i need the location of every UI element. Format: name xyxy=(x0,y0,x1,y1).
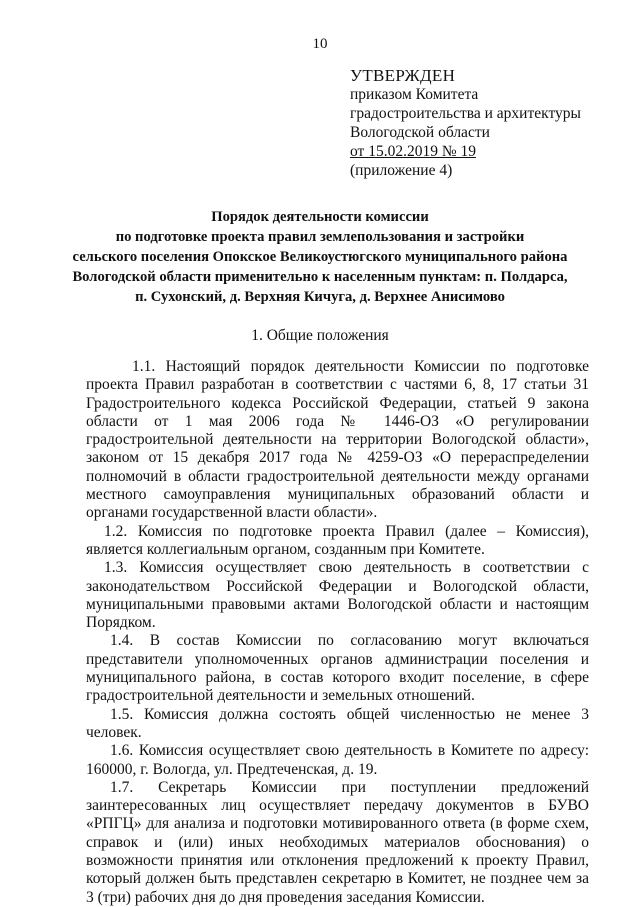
title-line: Порядок деятельности комиссии xyxy=(211,209,429,225)
approval-line: Вологодской области xyxy=(350,124,490,141)
approval-line: градостроительства и архитектуры xyxy=(350,105,581,122)
document-title xyxy=(40,207,600,307)
approval-line: приказом Комитета xyxy=(350,86,479,103)
paragraph-1-1: 1.1. Настоящий порядок деятельности Комиссии по подготовке проекта Правил разработан в соответствии с частями 6, 8, 17 статьи 31 Градостроительного кодекса Российской Федерации, статьей 9 закона области от 1 мая 2006 года № 1446-ОЗ «О регулировании градостроительной деятельности на территории Вологодской области», законом от 15 декабря 2017 года № 4259-ОЗ «О перераспределении полномочий в области градостроительной деятельности между органами местного самоуправления муниципальных образований области и органами государственной власти области». xyxy=(86,358,589,522)
title-line: сельского поселения Опокское Великоустюгского муниципального района xyxy=(72,249,568,265)
title-line: п. Сухонский, д. Верхняя Кичуга, д. Верхнее Анисимово xyxy=(135,289,505,305)
paragraph-1-4: 1.4. В состав Комиссии по согласованию могут включаться представители уполномоченных органов администрации поселения и муниципального района, в состав которого входит поселение, в сфере градостроительной деятельности и земельных отношений. xyxy=(86,632,589,705)
title-line: по подготовке проекта правил землепользования и застройки xyxy=(115,229,525,245)
paragraph-1-6: 1.6. Комиссия осуществляет свою деятельность в Комитете по адресу: 160000, г. Вологда, ул. Предтеченская, д. 19. xyxy=(86,742,589,778)
paragraph-1-2: 1.2. Комиссия по подготовке проекта Правил (далее – Комиссия), является коллегиальным органом, созданным при Комитете. xyxy=(86,522,589,558)
section-heading: 1. Общие положения xyxy=(251,327,389,344)
title-line: Вологодской области применительно к населенным пунктам: п. Полдарса, xyxy=(72,269,568,285)
approval-stamp-heading: УТВЕРЖДЕН xyxy=(350,66,456,85)
approval-date-number: от 15.02.2019 № 19 xyxy=(350,143,476,160)
paragraph-1-5: 1.5. Комиссия должна состоять общей численностью не менее 3 человек. xyxy=(86,705,589,741)
document-body xyxy=(86,358,589,907)
approval-appendix-note: (приложение 4) xyxy=(350,162,453,179)
approval-block xyxy=(350,66,610,180)
page-number: 10 xyxy=(312,36,328,52)
paragraph-1-3: 1.3. Комиссия осуществляет свою деятельность в соответствии с законодательством Российской Федерации и Вологодской области, муниципальными правовыми актами Вологодской области и настоящим Порядком. xyxy=(86,559,589,632)
paragraph-1-7: 1.7. Секретарь Комиссии при поступлении предложений заинтересованных лиц осуществляет передачу документов в БУВО «РПГЦ» для анализа и подготовки мотивированного ответа (в форме схем, справок и (или) иных необходимых материалов обоснования) о возможности принятия или отклонения предложений к проекту Правил, который должен быть представлен секретарю в Комитет, не позднее чем за 3 (три) рабочих дня до дня проведения заседания Комиссии. xyxy=(86,778,589,906)
